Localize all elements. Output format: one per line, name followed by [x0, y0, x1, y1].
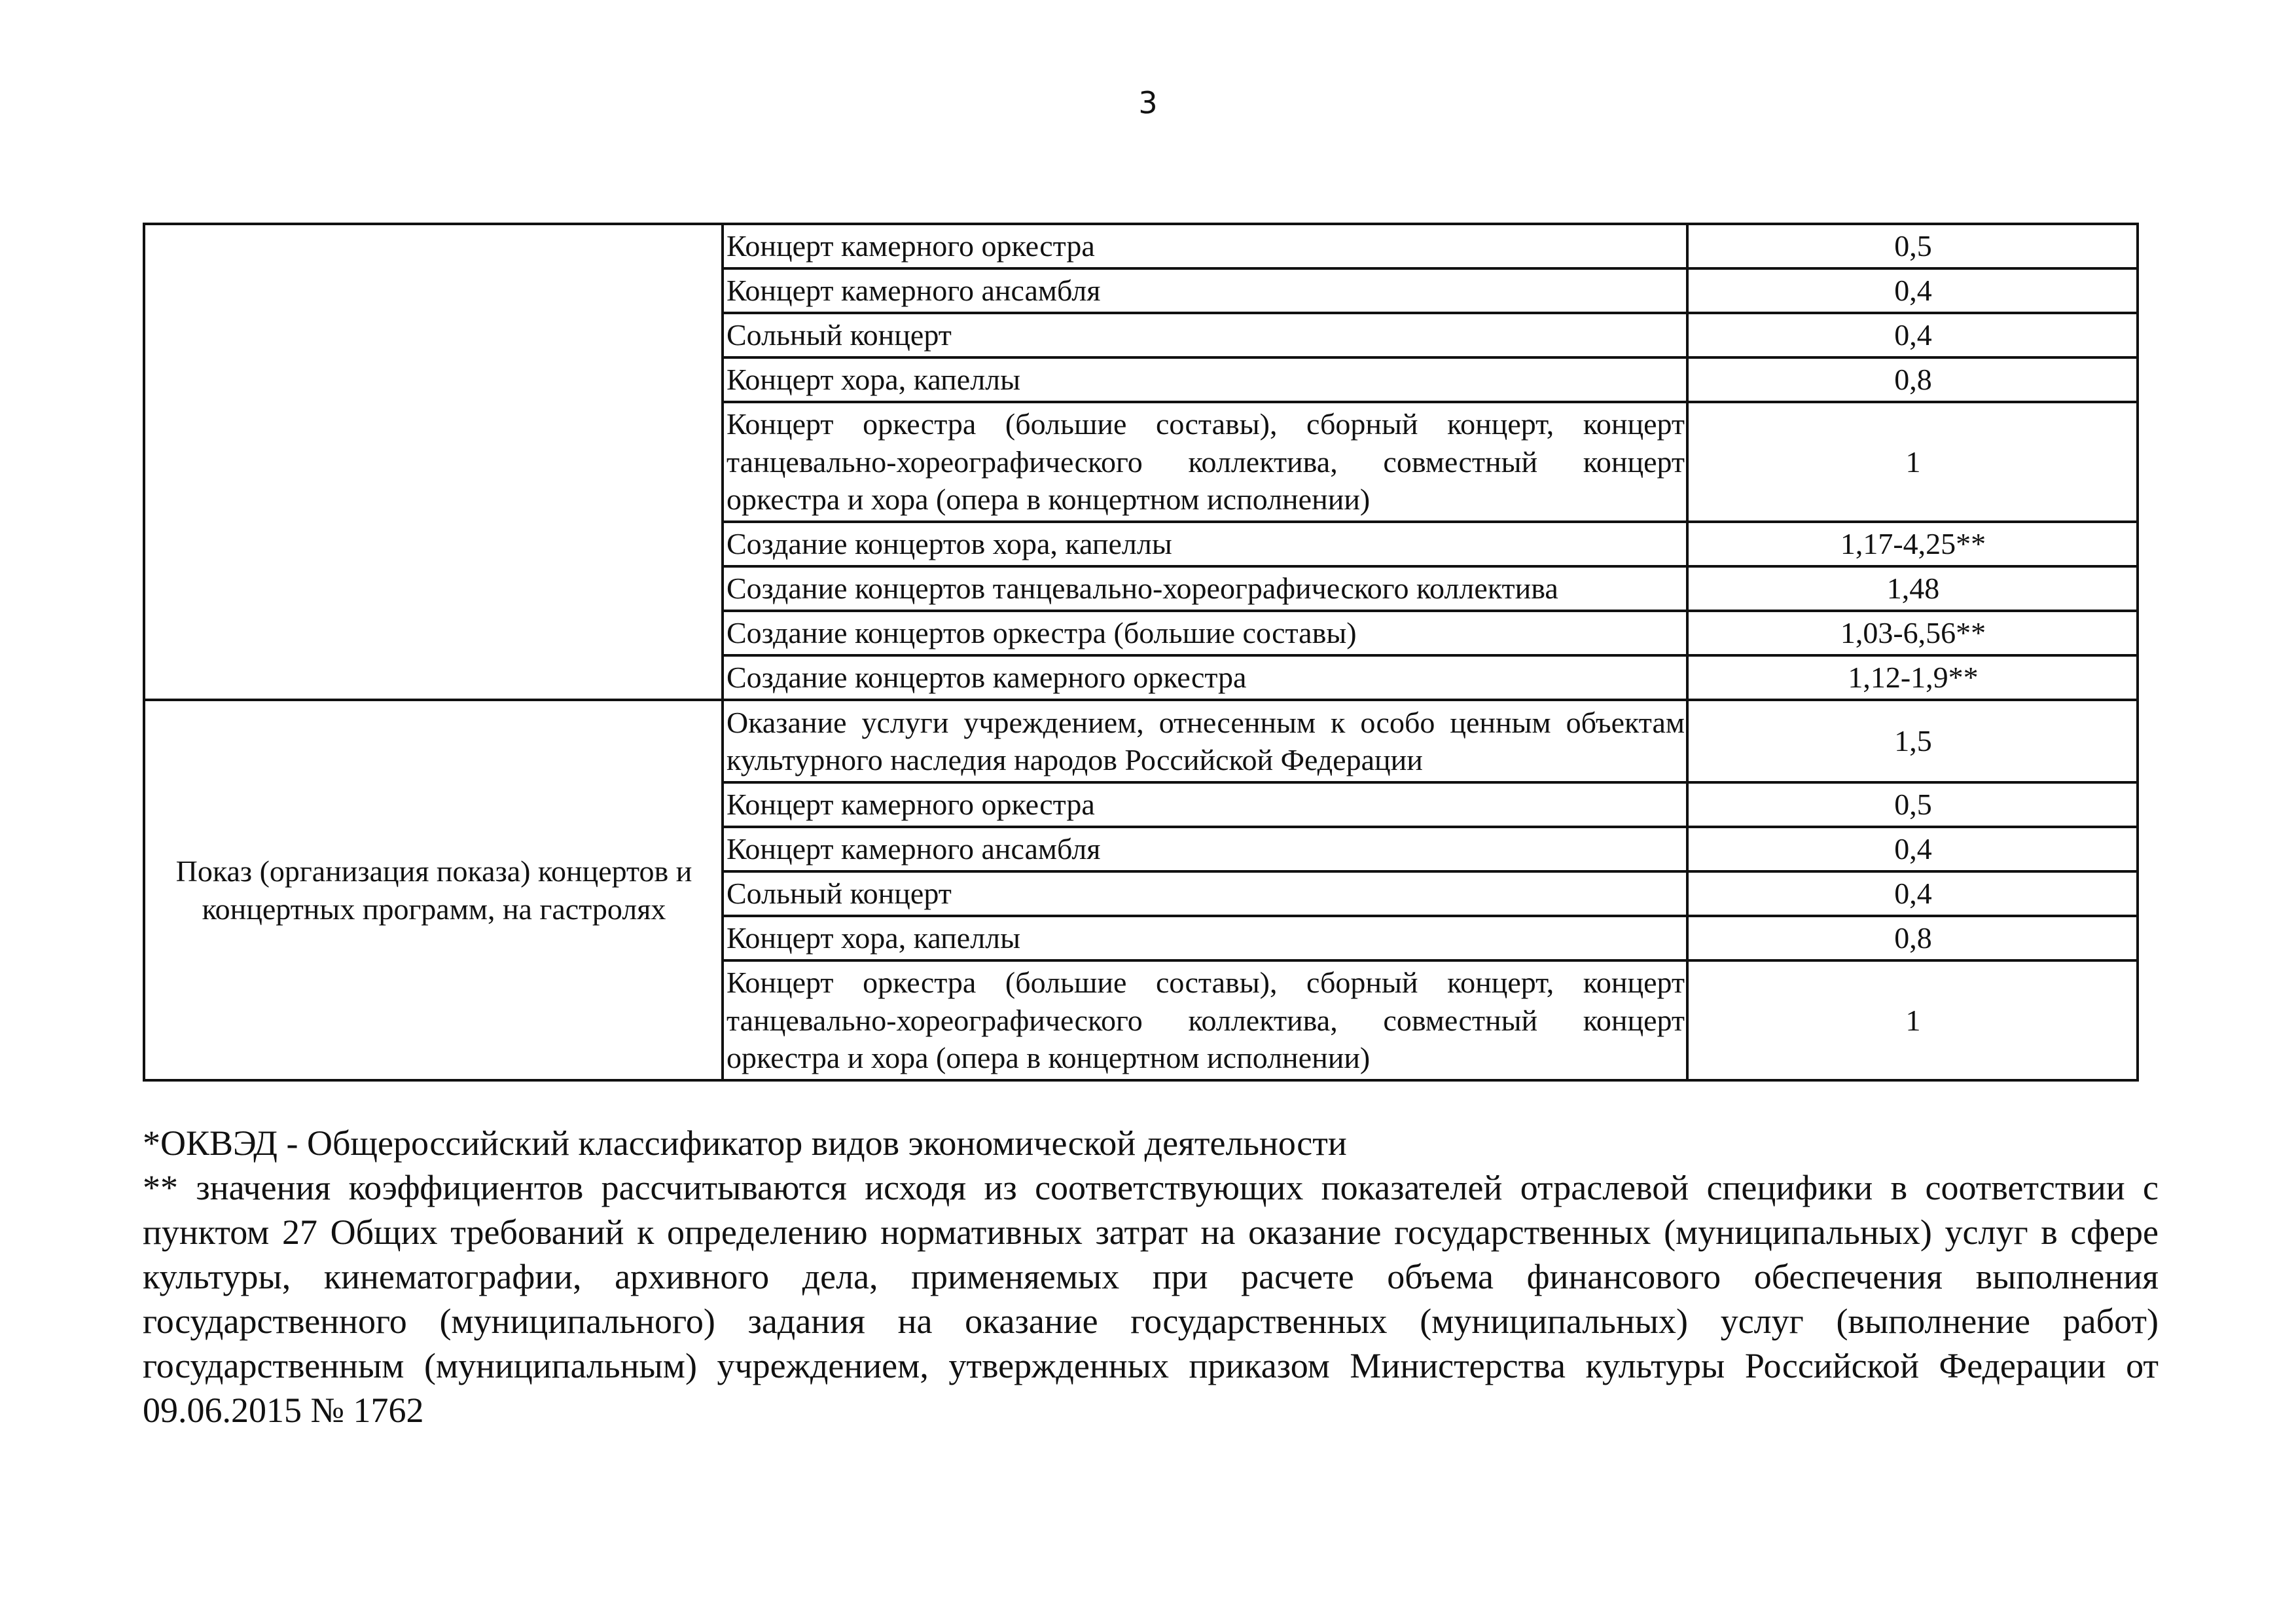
service-cell: Показ (организация показа) концертов и концертных программ, на гастролях: [144, 700, 723, 1080]
row-description: Концерт камерного ансамбля: [723, 268, 1687, 313]
row-coefficient: 1,48: [1687, 566, 2138, 611]
row-coefficient: 1: [1687, 402, 2138, 522]
row-coefficient: 0,4: [1687, 871, 2138, 916]
page-number: 3: [1138, 85, 1158, 120]
coefficients-table: [143, 223, 2139, 1082]
row-description: Концерт оркестра (большие составы), сборный концерт, концерт танцевально-хореографического коллектива, совместный концерт оркестра и хора (опера в концертном исполнении): [723, 402, 1687, 522]
row-coefficient: 0,5: [1687, 224, 2138, 268]
row-description: Концерт оркестра (большие составы), сборный концерт, концерт танцевально-хореографического коллектива, совместный концерт оркестра и хора (опера в концертном исполнении): [723, 960, 1687, 1080]
row-description: Концерт камерного оркестра: [723, 782, 1687, 827]
row-description: Сольный концерт: [723, 313, 1687, 357]
row-description: Создание концертов оркестра (большие составы): [723, 611, 1687, 655]
footnote-okved: *ОКВЭД - Общероссийский классификатор видов экономической деятельности: [143, 1123, 1347, 1163]
row-coefficient: 0,5: [1687, 782, 2138, 827]
table-row: [144, 224, 2138, 268]
row-description: Сольный концерт: [723, 871, 1687, 916]
row-coefficient: 0,8: [1687, 357, 2138, 402]
row-description: Оказание услуги учреждением, отнесенным к особо ценным объектам культурного наследия народов Российской Федерации: [723, 700, 1687, 782]
row-coefficient: 0,4: [1687, 827, 2138, 871]
row-description: Концерт камерного оркестра: [723, 224, 1687, 268]
row-coefficient: 1: [1687, 960, 2138, 1080]
row-coefficient: 0,4: [1687, 268, 2138, 313]
row-coefficient: 0,4: [1687, 313, 2138, 357]
table-row: [144, 700, 2138, 782]
service-cell: [144, 224, 723, 700]
row-description: Создание концертов камерного оркестра: [723, 655, 1687, 700]
footnote-coefficients: ** значения коэффициентов рассчитываются исходя из соответствующих показателей отраслевой специфики в соответствии с пунктом 27 Общих требований к определению нормативных затрат на оказание государственных (муниципальных) услуг в сфере культуры, кинематографии, архивного дела, применяемых при расчете объема финансового обеспечения выполнения государственного (муниципального) задания на оказание государственных (муниципальных) услуг (выполнение работ) государственным (муниципальным) учреждением, утвержденных приказом Министерства культуры Российской Федерации от 09.06.2015 № 1762: [143, 1168, 2159, 1430]
row-coefficient: 1,5: [1687, 700, 2138, 782]
row-description: Концерт хора, капеллы: [723, 357, 1687, 402]
row-coefficient: 0,8: [1687, 916, 2138, 960]
row-coefficient: 1,12-1,9**: [1687, 655, 2138, 700]
row-description: Создание концертов танцевально-хореографического коллектива: [723, 566, 1687, 611]
row-description: Создание концертов хора, капеллы: [723, 522, 1687, 566]
row-coefficient: 1,17-4,25**: [1687, 522, 2138, 566]
row-description: Концерт хора, капеллы: [723, 916, 1687, 960]
row-description: Концерт камерного ансамбля: [723, 827, 1687, 871]
footnotes: [143, 1121, 2159, 1432]
row-coefficient: 1,03-6,56**: [1687, 611, 2138, 655]
